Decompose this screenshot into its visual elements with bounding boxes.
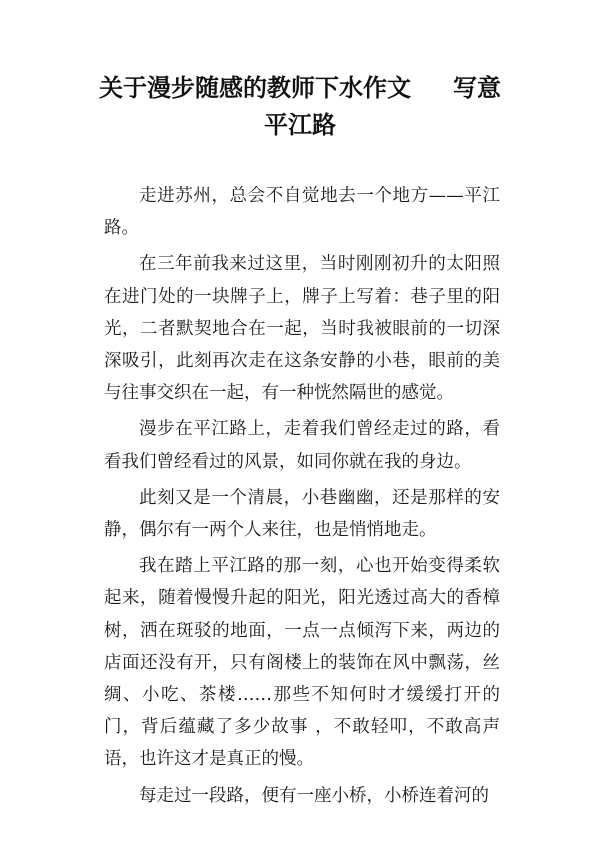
document-body [104, 180, 500, 816]
document-title [60, 70, 540, 144]
paragraph-1: 走进苏州，总会不自觉地去一个地方——平江路。 [104, 186, 500, 239]
title-sub: 写意 [453, 74, 501, 102]
paragraph-5: 我在踏上平江路的那一刻，心也开始变得柔软起来，随着慢慢升起的阳光，阳光透过高大的香樟树，洒在斑驳的地面，一点一点倾泻下来，两边的店面还没有开，只有阁楼上的装饰在风中飘荡，丝绸、小吃、茶楼……那些不知何时才缓缓打开的门，背后蕴藏了多少故事 ，不敢轻叩，不敢高声语，也许这才是真正的慢。 [104, 556, 500, 770]
title-main: 关于漫步随感的教师下水作文 [99, 74, 411, 102]
paragraph-6: 每走过一段路，便有一座小桥，小桥连着河的 [139, 785, 489, 806]
paragraph-3: 漫步在平江路上，走着我们曾经走过的路，看看我们曾经看过的风景，如同你就在我的身边。 [104, 419, 500, 472]
paragraph-4: 此刻又是一个清晨，小巷幽幽，还是那样的安静，偶尔有一两个人来往，也是悄悄地走。 [104, 487, 500, 541]
paragraph-2: 在三年前我来过这里，当时刚刚初升的太阳照在进门处的一块牌子上，牌子上写着：巷子里的阳光，二者默契地合在一起，当时我被眼前的一切深深吸引，此刻再次走在这条安静的小巷，眼前的美与往事交织在一起，有一种恍然隔世的感觉。 [104, 254, 500, 404]
title-line-2: 平江路 [264, 111, 336, 139]
